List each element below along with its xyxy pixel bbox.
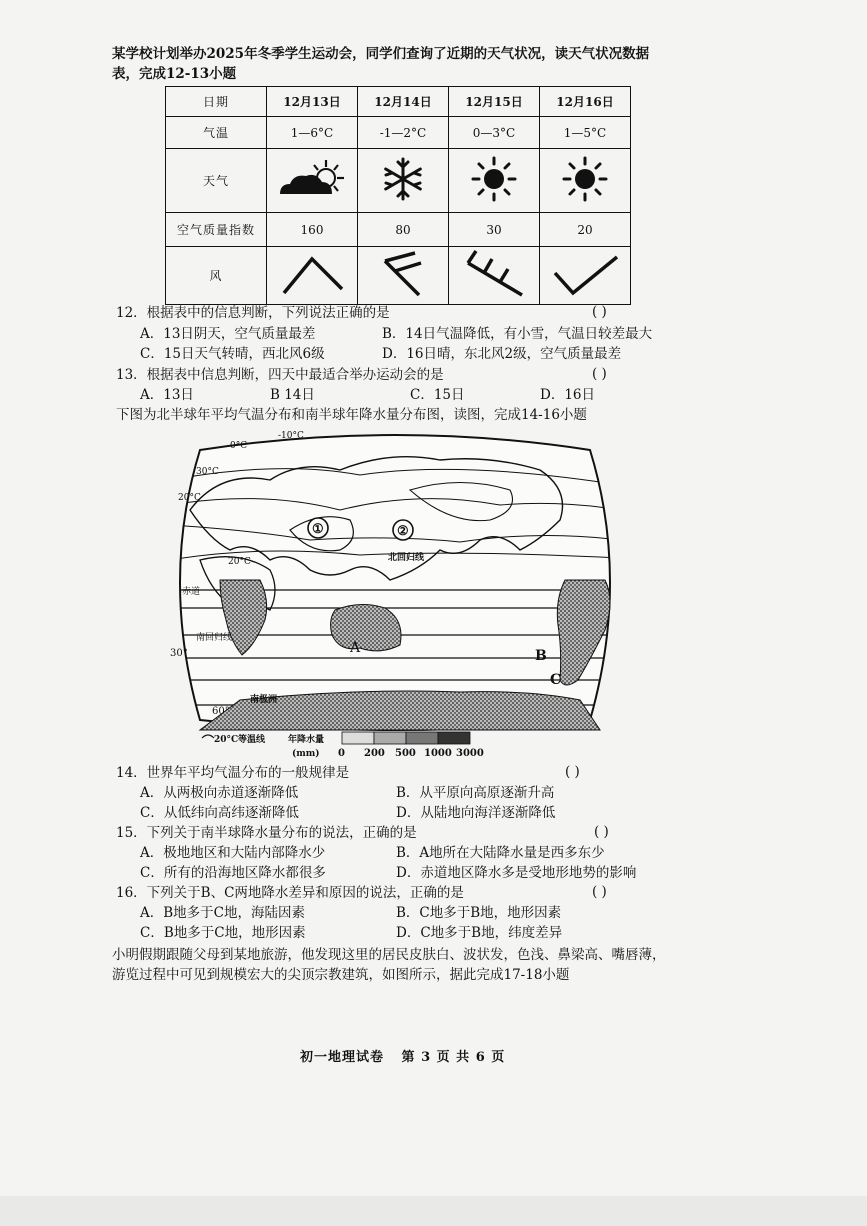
- row-label-wind: 风: [166, 247, 267, 305]
- label-lat-30: 30°: [170, 648, 188, 659]
- page-footer: [300, 1046, 517, 1065]
- q14-option-d: D．从陆地向海洋逐渐降低: [396, 805, 556, 821]
- footer-title: 初一地理试卷: [300, 1050, 385, 1065]
- q15-option-a: A．极地地区和大陆内部降水少: [140, 845, 326, 861]
- aqi-cell: 160: [267, 213, 358, 247]
- legend-tick: 200: [364, 748, 385, 759]
- label-neg10: -10°C: [278, 431, 304, 441]
- label-point-c: C: [550, 672, 562, 688]
- q16-option-a: A．B地多于C地，海陆因素: [140, 905, 305, 921]
- q13-option-d: D．16日: [540, 387, 596, 403]
- q14-stem: 14．世界年平均气温分布的一般规律是: [116, 765, 350, 781]
- sun-icon: [562, 156, 608, 202]
- q13-option-b: B 14日: [270, 387, 315, 403]
- q15-option-b: B．A地所在大陆降水量是西多东少: [396, 845, 605, 861]
- date-cell: 12月14日: [358, 87, 449, 117]
- date-cell: 12月13日: [267, 87, 358, 117]
- date-cell: 12月15日: [449, 87, 540, 117]
- q12-stem: 12．根据表中的信息判断，下列说法正确的是: [116, 305, 390, 321]
- legend-isotherm: 等温线: [238, 735, 266, 745]
- legend-tick: 1000: [424, 748, 452, 759]
- q14-option-a: A．从两极向赤道逐渐降低: [140, 785, 299, 801]
- label-point-1: ①: [312, 522, 324, 537]
- q14-answer-paren[interactable]: ( ): [565, 764, 580, 780]
- outro-line-1: 小明假期跟随父母到某地旅游，他发现这里的居民皮肤白、波状发，色浅、鼻梁高、嘴唇薄，: [112, 947, 666, 963]
- q16-option-c: C．B地多于C地，地形因素: [140, 925, 306, 941]
- intro-line-2: 表，完成12-13小题: [112, 66, 237, 82]
- q12-option-c: C．15日天气转晴，西北风6级: [140, 346, 325, 362]
- legend-tick: 0: [338, 748, 345, 759]
- weather-table: [165, 86, 631, 305]
- temp-cell: -1—2°C: [358, 117, 449, 149]
- intro-line-1: 某学校计划举办2025年冬季学生运动会，同学们查询了近期的天气状况，读天气状况数据: [112, 46, 650, 62]
- label-antarctica: 南极洲: [250, 695, 278, 705]
- legend-unit: (mm): [292, 749, 320, 759]
- wind-barb-icon: [456, 249, 532, 299]
- q12-option-d: D．16日晴，东北风2级，空气质量最差: [382, 346, 622, 362]
- label-point-2: ②: [397, 524, 409, 539]
- row-label-weather: 天气: [166, 149, 267, 213]
- legend-isotherm-sample: 20°C: [214, 735, 239, 745]
- q16-stem: 16．下列关于B、C两地降水差异和原因的说法，正确的是: [116, 885, 464, 901]
- q13-answer-paren[interactable]: ( ): [592, 366, 607, 382]
- footer-page-number: 第 3 页 共 6 页: [401, 1050, 506, 1065]
- snowflake-icon: [380, 156, 426, 202]
- q12-option-b: B．14日气温降低，有小雪，气温日较差最大: [382, 326, 653, 342]
- map-legend: [200, 728, 520, 762]
- wind-barb-icon: [547, 249, 623, 299]
- map-intro: 下图为北半球年平均气温分布和南半球年降水量分布图，读图，完成14-16小题: [116, 407, 587, 423]
- q13-stem: 13．根据表中信息判断，四天中最适合举办运动会的是: [116, 367, 444, 383]
- row-label-temp: 气温: [166, 117, 267, 149]
- q13-option-c: C．15日: [410, 387, 465, 403]
- label-tropic-cancer: 北回归线: [388, 553, 425, 563]
- label-point-b: B: [535, 648, 547, 664]
- row-label-aqi: 空气质量指数: [166, 213, 267, 247]
- q12-answer-paren[interactable]: ( ): [592, 304, 607, 320]
- aqi-cell: 20: [540, 213, 631, 247]
- wind-barb-icon: [365, 249, 441, 299]
- label-20c-b: 20°C: [228, 557, 251, 567]
- label-tropic-capricorn: 南回归线: [196, 633, 233, 643]
- row-label-date: 日期: [166, 87, 267, 117]
- partly-cloudy-icon: [274, 156, 350, 202]
- wind-barb-icon: [274, 249, 350, 299]
- q12-option-a: A．13日阴天，空气质量最差: [140, 326, 316, 342]
- world-map: [160, 430, 630, 770]
- q16-answer-paren[interactable]: ( ): [592, 884, 607, 900]
- sun-icon: [471, 156, 517, 202]
- label-lat-60: 60°: [212, 706, 230, 717]
- date-cell: 12月16日: [540, 87, 631, 117]
- q14-option-c: C．从低纬向高纬逐渐降低: [140, 805, 299, 821]
- legend-precip-title: 年降水量: [288, 735, 325, 745]
- temp-cell: 0—3°C: [449, 117, 540, 149]
- temp-cell: 1—6°C: [267, 117, 358, 149]
- legend-tick: 3000: [456, 748, 484, 759]
- aqi-cell: 30: [449, 213, 540, 247]
- label-0c: 0°C: [230, 441, 248, 451]
- scan-edge: [0, 1196, 867, 1226]
- outro-line-2: 游览过程中可见到规模宏大的尖顶宗教建筑，如图所示，据此完成17-18小题: [112, 967, 570, 983]
- label-20c: 20°C: [178, 493, 201, 503]
- q15-answer-paren[interactable]: ( ): [594, 824, 609, 840]
- q16-option-d: D．C地多于B地，纬度差异: [396, 925, 563, 941]
- aqi-cell: 80: [358, 213, 449, 247]
- label-point-a: A: [350, 640, 361, 656]
- q16-option-b: B．C地多于B地，地形因素: [396, 905, 562, 921]
- temp-cell: 1—5°C: [540, 117, 631, 149]
- q15-stem: 15．下列关于南半球降水量分布的说法，正确的是: [116, 825, 417, 841]
- q15-option-d: D．赤道地区降水多是受地形地势的影响: [396, 865, 637, 881]
- legend-tick: 500: [395, 748, 416, 759]
- q15-option-c: C．所有的沿海地区降水都很多: [140, 865, 326, 881]
- q13-option-a: A．13日: [140, 387, 194, 403]
- label-equator: 赤道: [182, 587, 201, 597]
- label-30c: 30°C: [196, 467, 219, 477]
- q14-option-b: B．从平原向高原逐渐升高: [396, 785, 555, 801]
